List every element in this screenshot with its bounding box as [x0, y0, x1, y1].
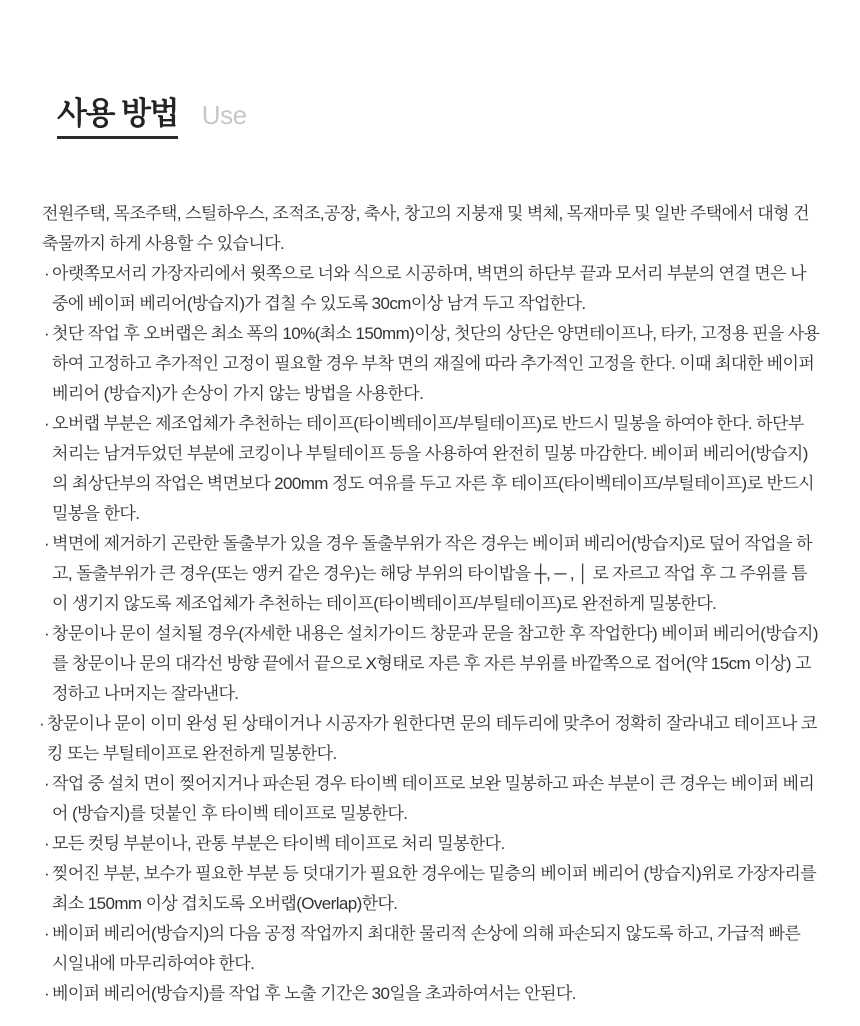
list-item-text: 아랫쪽모서리 가장자리에서 윗쪽으로 너와 식으로 시공하며, 벽면의 하단부 끝과 모서리 부분의 연결 면은 나중에 베이퍼 베리어(방습지)가 겹칠 수 있도록 30cm이상 남겨 두고 작업한다.: [52, 264, 806, 314]
list-item-text: 창문이나 문이 이미 완성 된 상태이거나 시공자가 원한다면 문의 테두리에 맞추어 정확히 잘라내고 테이프나 코킹 또는 부틸테이프로 완전하게 밀봉한다.: [47, 714, 817, 764]
list-item: [42, 619, 820, 709]
list-item-text: 창문이나 문이 설치될 경우(자세한 내용은 설치가이드 창문과 문을 참고한 후 작업한다) 베이퍼 베리어(방습지)를 창문이나 문의 대각선 방향 끝에서 끝으로 X형태로 자른 후 자른 부위를 바깥쪽으로 접어(약 15cm 이상) 고정하고 나머지는 잘라낸다.: [52, 624, 818, 704]
page-title-english: Use: [201, 100, 247, 131]
instruction-list: [39, 259, 820, 1009]
list-item: [42, 259, 820, 319]
list-item: [42, 409, 820, 529]
list-item: [42, 319, 820, 409]
bullet-icon: ·: [44, 984, 50, 1004]
bullet-icon: ·: [44, 264, 50, 284]
bullet-icon: ·: [44, 864, 50, 884]
bullet-icon: ·: [44, 774, 50, 794]
instructions-content: [0, 160, 860, 1009]
bullet-icon: ·: [44, 924, 50, 944]
page-title: [0, 21, 860, 138]
list-item-text: 모든 컷팅 부분이나, 관통 부분은 타이벡 테이프로 처리 밀봉한다.: [52, 834, 505, 854]
bullet-icon: ·: [44, 624, 50, 644]
list-item-text: 첫단 작업 후 오버랩은 최소 폭의 10%(최소 150mm)이상, 첫단의 상단은 양면테이프나, 타카, 고정용 핀을 사용 하여 고정하고 추가적인 고정이 필요할 경우 부착 면의 재질에 따라 추가적인 고정을 한다. 이때 최대한 베이퍼 베리어 (방습지)가 손상이 가지 않는 방법을 사용한다.: [52, 324, 820, 404]
list-item-text: 작업 중 설치 면이 찢어지거나 파손된 경우 타이벡 테이프로 보완 밀봉하고 파손 부분이 큰 경우는 베이퍼 베리어 (방습지)를 덧붙인 후 타이벡 테이프로 밀봉한다.: [52, 774, 815, 824]
list-item: [42, 859, 820, 919]
list-item-text: 오버랩 부분은 제조업체가 추천하는 테이프(타이벡테이프/부틸테이프)로 반드시 밀봉을 하여야 한다. 하단부 처리는 남겨두었던 부분에 코킹이나 부틸테이프 등을 사용하여 완전히 밀봉 마감한다. 베이퍼 베리어(방습지)의 최상단부의 작업은 벽면보다 200mm 정도 여유를 두고 자른 후 테이프(타이벡테이프/부틸테이프)로 반드시 밀봉을 한다.: [52, 414, 814, 524]
bullet-icon: ·: [39, 714, 45, 734]
list-item: [42, 919, 820, 979]
list-item-text: 베이퍼 베리어(방습지)의 다음 공정 작업까지 최대한 물리적 손상에 의해 파손되지 않도록 하고, 가급적 빠른 시일내에 마무리하여야 한다.: [52, 924, 801, 974]
page-title-korean: 사용 방법: [57, 95, 178, 138]
list-item: [42, 829, 820, 859]
list-item: [42, 529, 820, 619]
list-item: [42, 769, 820, 829]
bullet-icon: ·: [44, 324, 50, 344]
list-item-text: 찢어진 부분, 보수가 필요한 부분 등 덧대기가 필요한 경우에는 밑층의 베이퍼 베리어 (방습지)위로 가장자리를 최소 150mm 이상 겹치도록 오버랩(Overlap)한다.: [52, 864, 817, 914]
list-item: [37, 709, 820, 769]
bullet-icon: ·: [44, 414, 50, 434]
bullet-icon: ·: [44, 534, 50, 554]
list-item-text: 베이퍼 베리어(방습지)를 작업 후 노출 기간은 30일을 초과하여서는 안된다.: [52, 984, 576, 1004]
list-item-text: 벽면에 제거하기 곤란한 돌출부가 있을 경우 돌출부위가 작은 경우는 베이퍼 베리어(방습지)로 덮어 작업을 하고, 돌출부위가 큰 경우(또는 앵커 같은 경우)는 해당 부위의 타이밥을 ┼, ─ , │ 로 자르고 작업 후 그 주위를 틈이 생기지 않도록 제조업체가 추천하는 테이프(타이벡테이프/부틸테이프)로 완전하게 밀봉한다.: [52, 534, 812, 614]
intro-paragraph: 전원주택, 목조주택, 스틸하우스, 조적조,공장, 축사, 창고의 지붕재 및 벽체, 목재마루 및 일반 주택에서 대형 건축물까지 하게 사용할 수 있습니다.: [42, 204, 809, 254]
bullet-icon: ·: [44, 834, 50, 854]
usage-instructions-page: [0, 21, 860, 1026]
